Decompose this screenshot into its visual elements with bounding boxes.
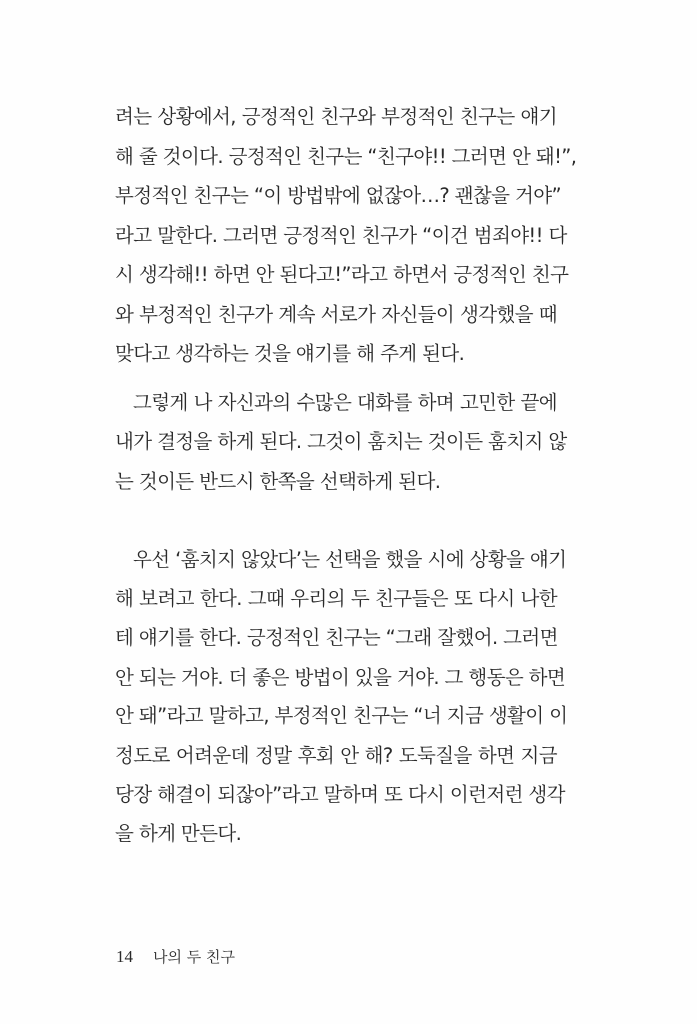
text-line: 내가 결정을 하게 된다. 그것이 훔치는 것이든 훔치지 않 — [115, 430, 567, 453]
text-line: 려는 상황에서, 긍정적인 친구와 부정적인 친구는 얘기 — [115, 105, 557, 128]
text-line: 는 것이든 반드시 한쪽을 선택하게 된다. — [115, 470, 441, 493]
text-line: 안 돼”라고 말하고, 부정적인 친구는 “너 지금 생활이 이 — [115, 704, 568, 727]
text-line: 우선 ‘훔치지 않았다’는 선택을 했을 시에 상황을 얘기 — [133, 548, 567, 571]
page-footer — [116, 946, 235, 968]
text-line: 정도로 어려운데 정말 후회 안 해? 도둑질을 하면 지금 — [115, 744, 557, 767]
text-line: 안 되는 거야. 더 좋은 방법이 있을 거야. 그 행동은 하면 — [115, 666, 566, 689]
text-line: 시 생각해!! 하면 안 된다고!”라고 하면서 긍정적인 친구 — [115, 263, 569, 286]
text-line: 당장 해결이 되잖아”라고 말하며 또 다시 이런저런 생각 — [115, 783, 565, 806]
text-line: 을 하게 만든다. — [115, 822, 242, 845]
text-line: 해 보려고 한다. 그때 우리의 두 친구들은 또 다시 나한 — [115, 587, 557, 610]
running-title: 나의 두 친구 — [153, 948, 235, 966]
text-line: 라고 말한다. 그러면 긍정적인 친구가 “이건 범죄야!! 다 — [115, 224, 567, 247]
text-line: 부정적인 친구는 “이 방법밖에 없잖아…? 괜찮을 거야” — [115, 184, 561, 207]
text-line: 맞다고 생각하는 것을 얘기를 해 주게 된다. — [115, 342, 465, 365]
text-line: 와 부정적인 친구가 계속 서로가 자신들이 생각했을 때 — [115, 303, 557, 326]
page-number: 14 — [116, 947, 133, 966]
text-line: 그렇게 나 자신과의 수많은 대화를 하며 고민한 끝에 — [133, 391, 557, 414]
text-line: 해 줄 것이다. 긍정적인 친구는 “친구야!! 그러면 안 돼!”, — [115, 145, 577, 168]
text-line: 테 얘기를 한다. 긍정적인 친구는 “그래 잘했어. 그러면 — [115, 626, 558, 649]
